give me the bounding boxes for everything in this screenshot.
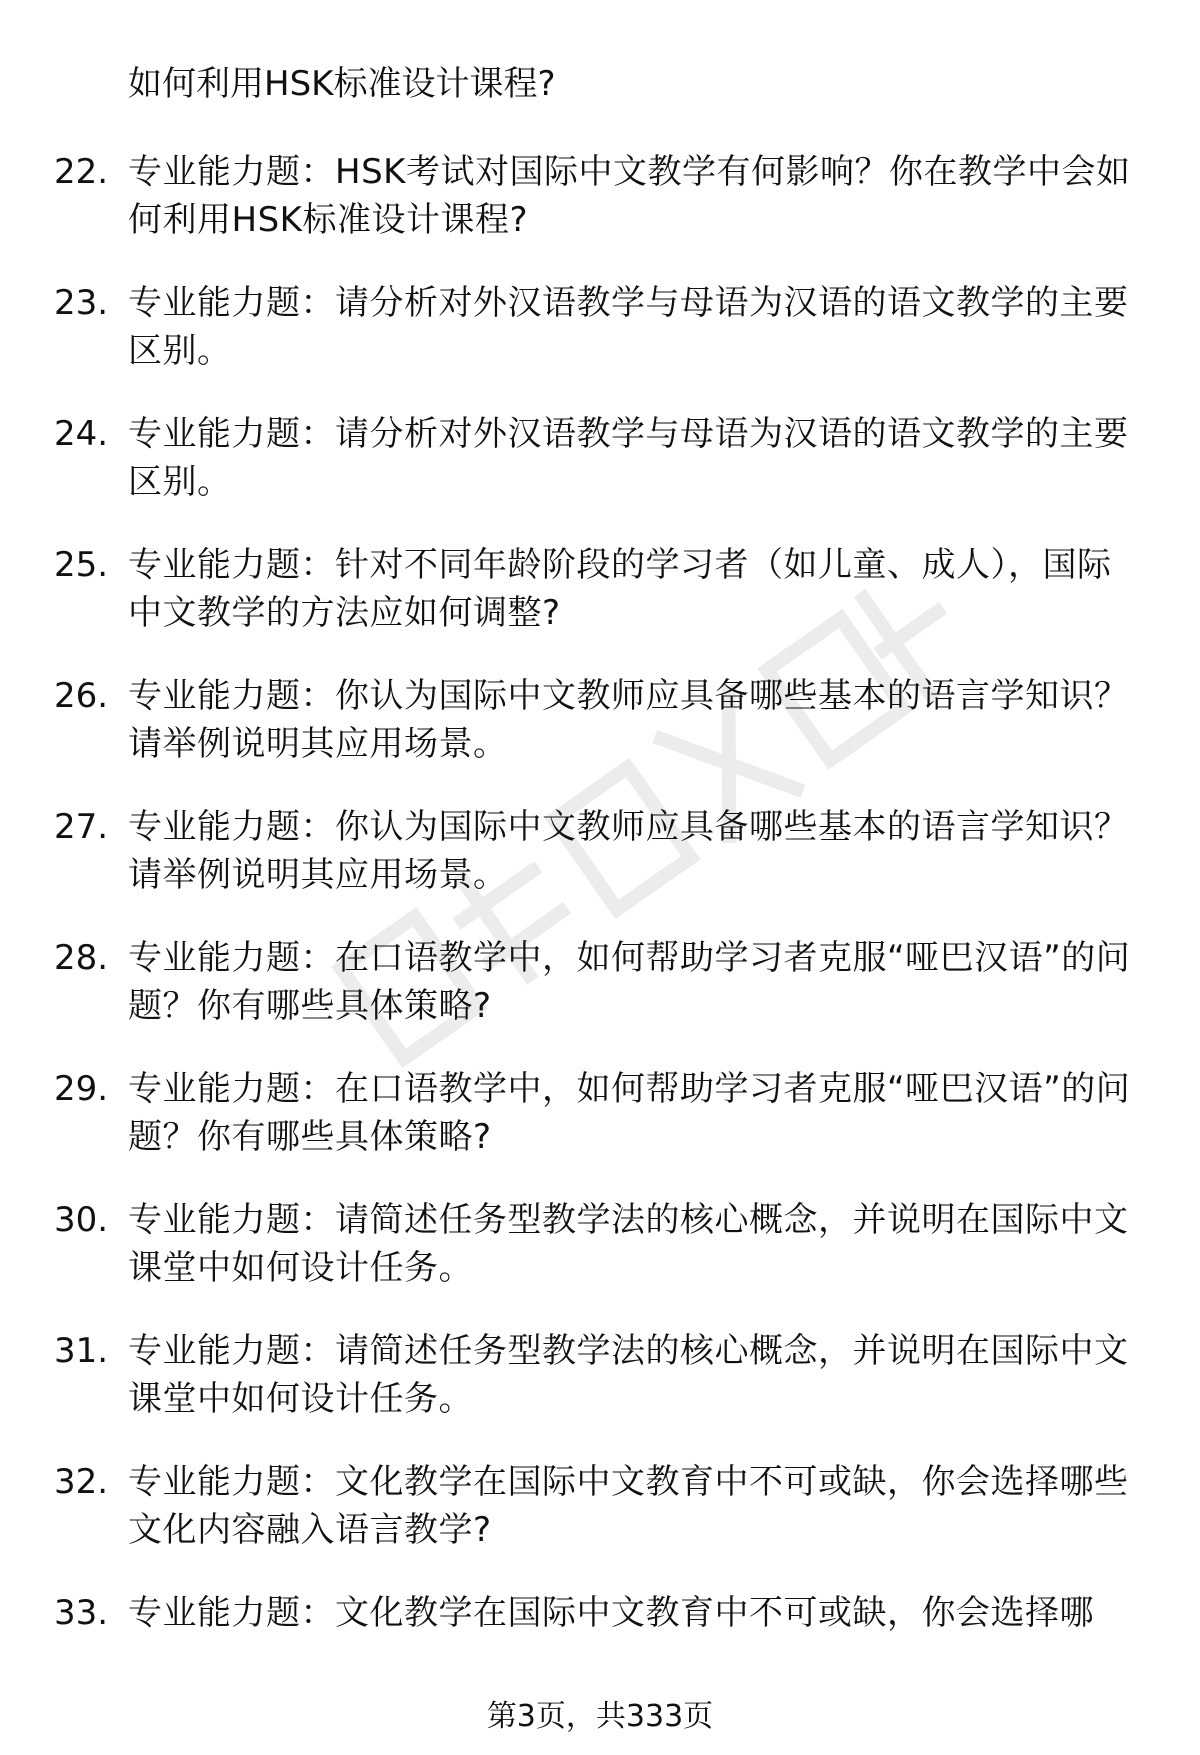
question-text: 专业能力题：请简述任务型教学法的核心概念，并说明在国际中文课堂中如何设计任务。	[128, 1200, 1129, 1288]
question-item	[0, 1196, 1200, 1327]
question-number: 29.	[54, 1069, 109, 1109]
question-item	[0, 279, 1200, 410]
question-text: 专业能力题：你认为国际中文教师应具备哪些基本的语言学知识？请举例说明其应用场景。	[128, 807, 1129, 895]
question-item	[0, 803, 1200, 934]
question-text: 专业能力题：请分析对外汉语教学与母语为汉语的语文教学的主要区别。	[128, 283, 1129, 371]
question-number: 22.	[54, 152, 109, 192]
question-list	[0, 148, 1200, 1720]
question-text: 专业能力题：文化教学在国际中文教育中不可或缺，你会选择哪	[128, 1593, 1094, 1633]
question-text: 专业能力题：针对不同年龄阶段的学习者（如儿童、成人），国际中文教学的方法应如何调整?	[128, 545, 1112, 633]
question-item	[0, 148, 1200, 279]
question-item	[0, 1458, 1200, 1589]
question-text: 专业能力题：你认为国际中文教师应具备哪些基本的语言学知识？请举例说明其应用场景。	[128, 676, 1129, 764]
question-number: 23.	[54, 283, 109, 323]
question-item	[0, 672, 1200, 803]
question-text: 专业能力题：在口语教学中，如何帮助学习者克服“哑巴汉语”的问题？你有哪些具体策略?	[128, 938, 1131, 1026]
continuation-text: 如何利用HSK标准设计课程?	[128, 64, 556, 104]
question-item	[0, 934, 1200, 1065]
question-text: 专业能力题：请简述任务型教学法的核心概念，并说明在国际中文课堂中如何设计任务。	[128, 1331, 1129, 1419]
question-number: 27.	[54, 807, 109, 847]
question-item	[0, 410, 1200, 541]
question-text: 专业能力题：HSK考试对国际中文教学有何影响？你在教学中会如何利用HSK标准设计课程?	[128, 152, 1131, 240]
question-item	[0, 541, 1200, 672]
question-number: 32.	[54, 1462, 109, 1502]
question-text: 专业能力题：文化教学在国际中文教育中不可或缺，你会选择哪些文化内容融入语言教学?	[128, 1462, 1129, 1550]
page-footer: 第3页，共333页	[486, 1699, 714, 1734]
question-text: 专业能力题：请分析对外汉语教学与母语为汉语的语文教学的主要区别。	[128, 414, 1129, 502]
question-number: 25.	[54, 545, 109, 585]
question-number: 24.	[54, 414, 109, 454]
question-item	[0, 1065, 1200, 1196]
question-number: 33.	[54, 1593, 109, 1633]
question-number: 28.	[54, 938, 109, 978]
question-number: 31.	[54, 1331, 109, 1371]
question-item	[0, 1327, 1200, 1458]
question-number: 26.	[54, 676, 109, 716]
question-number: 30.	[54, 1200, 109, 1240]
question-text: 专业能力题：在口语教学中，如何帮助学习者克服“哑巴汉语”的问题？你有哪些具体策略?	[128, 1069, 1131, 1157]
